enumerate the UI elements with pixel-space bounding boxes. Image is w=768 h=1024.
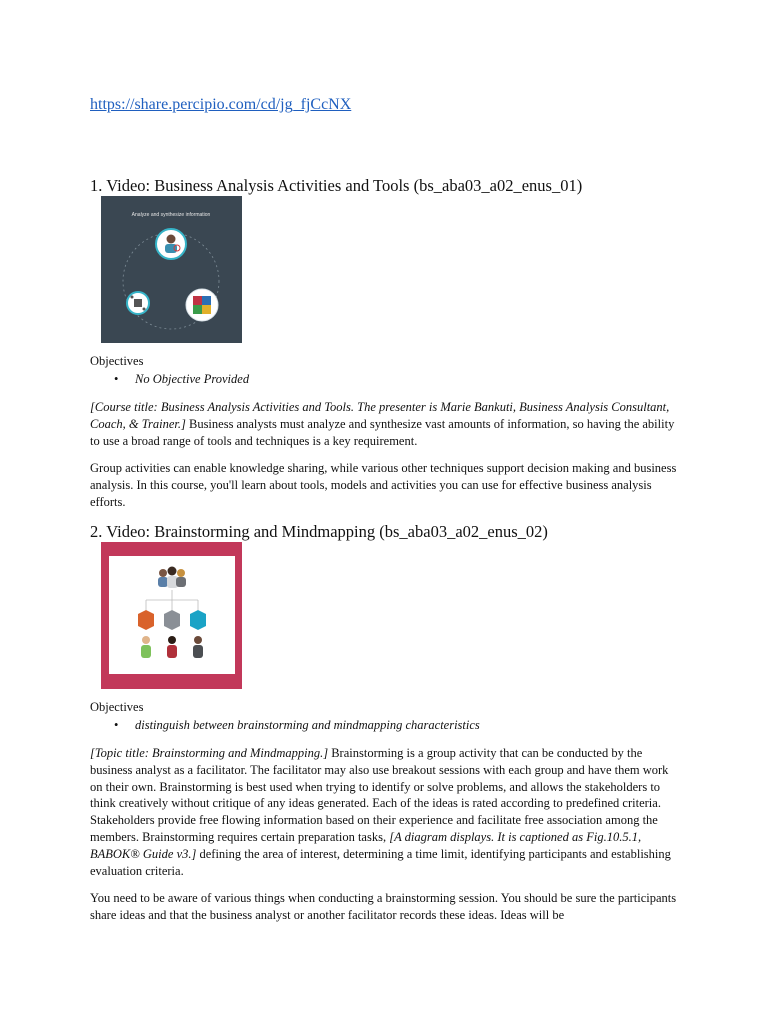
section1-paragraph-2: Group activities can enable knowledge sharing, while various other techniques support decision making and business analysis. In this course, you'll learn about tools, models and activities you can use for effective business analysis efforts.: [90, 461, 677, 509]
section2-heading: 2. Video: Brainstorming and Mindmapping (bs_aba03_a02_enus_02): [90, 522, 548, 541]
video1-thumbnail[interactable]: [101, 196, 242, 343]
section2-paragraph-2: You need to be aware of various things when conducting a brainstorming session. You should be sure the participants share ideas and that the business analyst or another facilitator records these ideas. Ideas will be: [90, 891, 677, 922]
section1-objective-item: • No Objective Provided: [116, 372, 249, 387]
section1-paragraph-1: [Course title: Business Analysis Activities and Tools. The presenter is Marie Bankuti, Business Analysis Consultant, Coach, & Trainer.] Business analysts must analyze and synthesize vast amounts of information, so having the ability to use a broad range of tools and techniques is a key requirement.: [90, 400, 675, 448]
percipio-link[interactable]: https://share.percipio.com/cd/jg_fjCcNX: [90, 96, 352, 113]
section2-paragraph-1: [Topic title: Brainstorming and Mindmapping.] Brainstorming is a group activity that can be conducted by the business analyst as a facilitator. The facilitator may also use breakout sessions with each group and have them work on their own. Brainstorming is best used when trying to identify or solve problems, and allows the stakeholders to think creatively without critique of any ideas generated. Each of the ideas is rated according to predefined criteria. Stakeholders provide free flowing information based on their experience and facilitate free association among the members. Brainstorming requires certain preparation tasks, [A diagram displays. It is captioned as Fig.10.5.1, BABOK® Guide v3.] defining the area of interest, determining a time limit, identifying participants and establishing evaluation criteria.: [90, 746, 671, 878]
video2-thumbnail[interactable]: [101, 542, 242, 689]
person-icon: [156, 229, 186, 259]
section1-heading: 1. Video: Business Analysis Activities and Tools (bs_aba03_a02_enus_01): [90, 176, 583, 195]
thumbnail-title: Analyze and synthesize information: [131, 212, 211, 218]
cube-icon: [138, 610, 206, 630]
group-icon: [158, 567, 186, 589]
gear-network-icon: [127, 292, 149, 314]
section2-objectives-label: Objectives: [90, 700, 144, 714]
section2-objective-item: • distinguish between brainstorming and mindmapping characteristics: [116, 718, 480, 733]
puzzle-icon: [186, 289, 218, 321]
section1-objectives-label: Objectives: [90, 354, 144, 368]
